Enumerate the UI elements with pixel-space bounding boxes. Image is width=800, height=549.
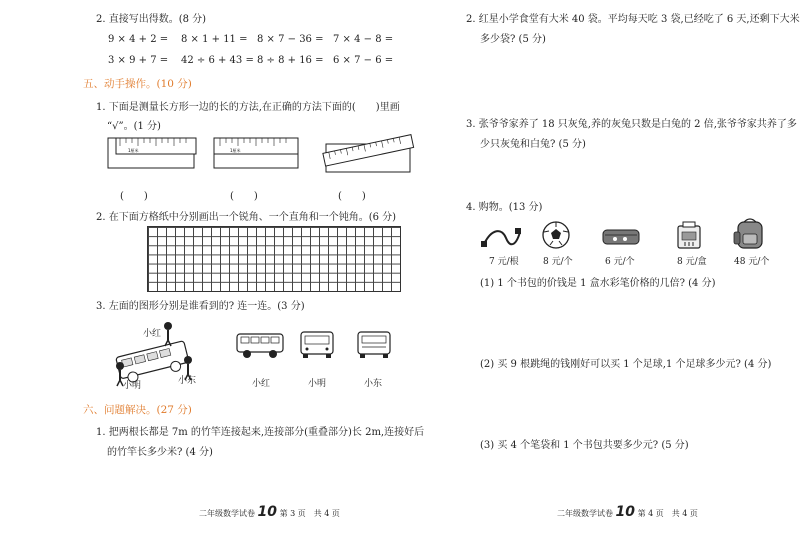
crayon-box-icon xyxy=(675,220,703,250)
kid-label-xiaodong: 小东 xyxy=(178,376,197,386)
backpack-icon xyxy=(732,216,766,252)
shopping-sub-1: (1) 1 个书包的价钱是 1 盒水彩笔价格的几倍? (4 分) xyxy=(480,278,716,289)
answer-paren-3[interactable]: ( ) xyxy=(338,191,366,202)
footer-left xyxy=(199,504,340,520)
calc-2-2: 42 ÷ 6 + 43 = xyxy=(181,55,254,66)
soccer-ball-icon xyxy=(541,220,571,250)
view-question: 3. 左面的图形分别是谁看到的? 连一连。(3 分) xyxy=(96,301,305,312)
calc-2-4: 6 × 7 − 6 = xyxy=(333,55,394,66)
price-crayon-box: 8 元/盒 xyxy=(677,257,707,267)
angle-question: 2. 在下面方格纸中分别画出一个锐角、一个直角和一个钝角。(6 分) xyxy=(96,212,397,223)
calc-1-3: 8 × 7 − 36 = xyxy=(257,34,324,45)
answer-paren-2[interactable]: ( ) xyxy=(230,191,258,202)
ruler-tag-1: 1厘米 xyxy=(128,148,139,153)
footer-right xyxy=(557,504,698,520)
shopping-sub-2: (2) 买 9 根跳绳的钱刚好可以买 1 个足球,1 个足球多少元? (4 分) xyxy=(480,359,772,370)
section-5-title: 五、动手操作。(10 分) xyxy=(83,78,192,90)
footer-right-name: 二年级数学试卷 xyxy=(557,509,613,518)
calc-2-1: 3 × 9 + 7 = xyxy=(108,55,169,66)
ruler-figure-2 xyxy=(212,134,302,176)
rice-question-line1: 2. 红星小学食堂有大米 40 袋。平均每天吃 3 袋,已经吃了 6 天,还剩下大米 xyxy=(466,14,800,25)
price-pencil-case: 6 元/个 xyxy=(605,257,635,267)
q2-title: 2. 直接写出得数。(8 分) xyxy=(96,14,207,25)
footer-right-num: 10 xyxy=(615,504,636,520)
shopping-question: 4. 购物。(13 分) xyxy=(466,202,543,213)
section-6-title: 六、问题解决。(27 分) xyxy=(83,404,192,416)
footer-right-page: 第 4 页 共 4 页 xyxy=(637,509,698,518)
rabbit-question-line1: 3. 张爷爷家养了 18 只灰兔,养的灰兔只数是白兔的 2 倍,张爷爷家共养了多 xyxy=(466,119,797,130)
price-soccer-ball: 8 元/个 xyxy=(543,257,573,267)
calc-1-4: 7 × 4 − 8 = xyxy=(333,34,394,45)
ruler-tag-2: 1厘米 xyxy=(230,148,241,153)
calc-1-1: 9 × 4 + 2 = xyxy=(108,34,169,45)
pencil-case-icon xyxy=(601,226,641,248)
ruler-figure-1 xyxy=(106,134,198,176)
grid-paper[interactable] xyxy=(147,226,401,292)
bus-side-view[interactable] xyxy=(234,330,286,360)
calc-2-3: 8 ÷ 8 + 16 = xyxy=(257,55,324,66)
jump-rope-icon xyxy=(480,226,522,250)
price-jump-rope: 7 元/根 xyxy=(489,257,519,267)
price-backpack: 48 元/个 xyxy=(734,257,770,267)
viewer-label-xiaodong: 小东 xyxy=(364,379,383,389)
kid-label-xiaohong: 小红 xyxy=(143,329,162,339)
bamboo-question-line2: 的竹竿长多少米? (4 分) xyxy=(107,447,213,458)
bus-back-view[interactable] xyxy=(355,328,393,360)
measure-question-line1: 1. 下面是测量长方形一边的长的方法,在正确的方法下面的( )里画 xyxy=(96,102,400,113)
kid-label-xiaoming: 小明 xyxy=(123,381,142,391)
kid-figure-top xyxy=(164,322,172,346)
rice-question-line2: 多少袋? (5 分) xyxy=(480,34,546,45)
viewer-label-xiaoming: 小明 xyxy=(308,379,327,389)
ruler-figure-3 xyxy=(320,132,416,178)
bamboo-question-line1: 1. 把两根长都是 7m 的竹竿连接起来,连接部分(重叠部分)长 2m,连接好后 xyxy=(96,427,425,438)
bus-front-view[interactable] xyxy=(298,328,336,360)
footer-left-name: 二年级数学试卷 xyxy=(199,509,255,518)
viewer-label-xiaohong: 小红 xyxy=(252,379,271,389)
answer-paren-1[interactable]: ( ) xyxy=(120,191,148,202)
measure-question-line2: “√”。(1 分) xyxy=(107,121,161,132)
calc-1-2: 8 × 1 + 11 = xyxy=(181,34,248,45)
rabbit-question-line2: 少只灰兔和白兔? (5 分) xyxy=(480,139,586,150)
shopping-sub-3: (3) 买 4 个笔袋和 1 个书包共要多少元? (5 分) xyxy=(480,440,689,451)
footer-left-page: 第 3 页 共 4 页 xyxy=(279,509,340,518)
footer-left-num: 10 xyxy=(257,504,278,520)
